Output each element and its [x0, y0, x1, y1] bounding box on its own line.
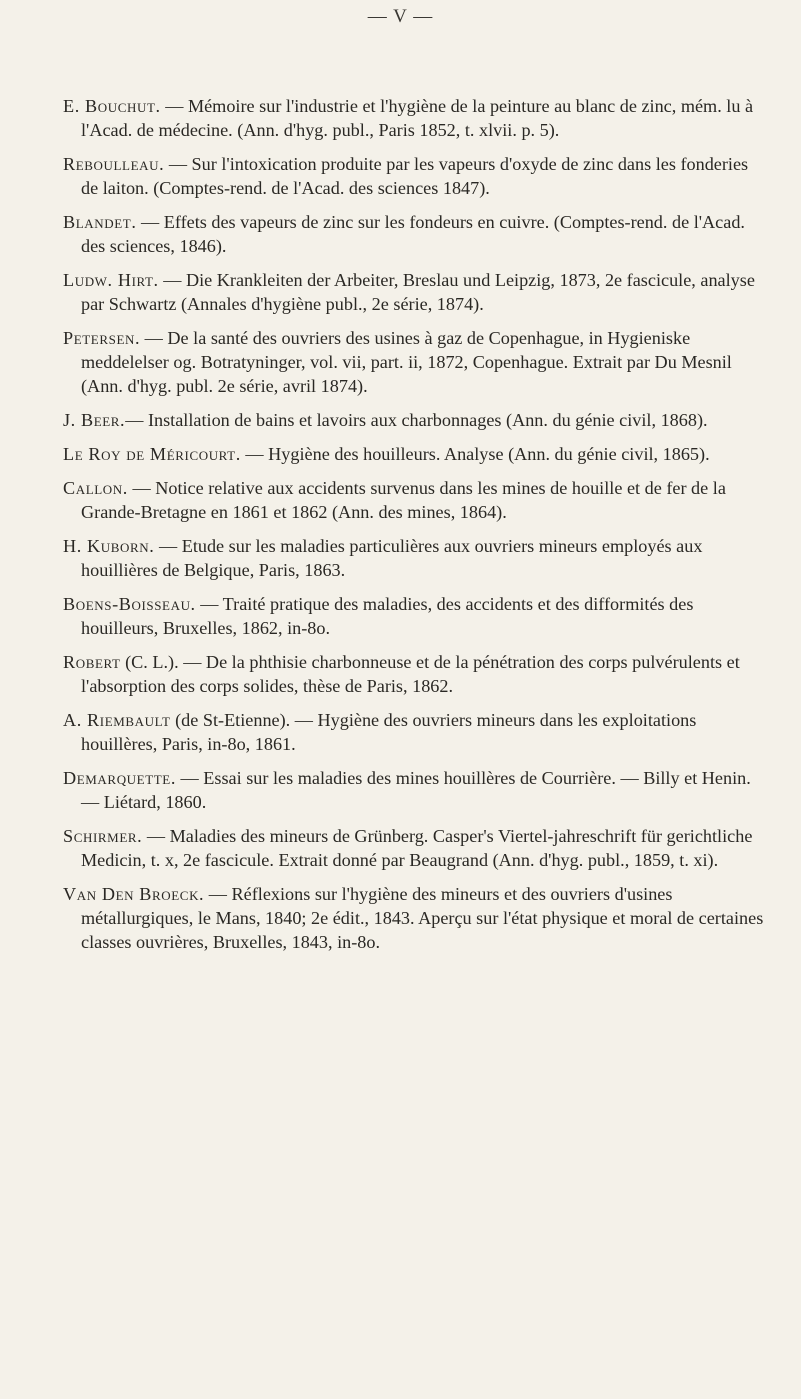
reference-item [63, 476, 768, 524]
reference-author: J. Beer. [63, 410, 126, 430]
reference-text: — Maladies des mineurs de Grünberg. Casper's Viertel-jahreschrift für gerichtliche Medicin, t. x, 2e fascicule. Extrait donné par Beaugrand (Ann. d'hyg. publ., 1859, t. xi). [81, 826, 753, 870]
reference-author: Callon. [63, 478, 128, 498]
reference-text: — Etude sur les maladies particulières aux ouvriers mineurs employés aux houillières de Belgique, Paris, 1863. [81, 536, 703, 580]
reference-item [63, 592, 768, 640]
reference-text: — Effets des vapeurs de zinc sur les fondeurs en cuivre. (Comptes-rend. de l'Acad. des sciences, 1846). [81, 212, 745, 256]
reference-text: — Traité pratique des maladies, des accidents et des difformités des houilleurs, Bruxelles, 1862, in-8o. [81, 594, 694, 638]
reference-author: Blandet. [63, 212, 137, 232]
reference-text: (de St-Etienne). — Hygiène des ouvriers mineurs dans les exploitations houillères, Paris, in-8o, 1861. [81, 710, 697, 754]
reference-author: Petersen. [63, 328, 141, 348]
reference-item [63, 326, 768, 398]
reference-text: — Essai sur les maladies des mines houillères de Courrière. — Billy et Henin. — Liétard, 1860. [81, 768, 751, 812]
reference-item [63, 650, 768, 698]
reference-author: E. Bouchut. [63, 96, 161, 116]
reference-item [63, 408, 768, 432]
reference-item [63, 824, 768, 872]
reference-author: Van Den Broeck. [63, 884, 205, 904]
reference-item [63, 442, 768, 466]
reference-author: Le Roy de Méricourt. [63, 444, 241, 464]
reference-author: A. Riembault [63, 710, 171, 730]
reference-list [63, 94, 768, 964]
reference-author: Robert [63, 652, 121, 672]
reference-author: H. Kuborn. [63, 536, 155, 556]
reference-text: — Installation de bains et lavoirs aux charbonnages (Ann. du génie civil, 1868). [125, 410, 708, 430]
reference-text: — Sur l'intoxication produite par les vapeurs d'oxyde de zinc dans les fonderies de laiton. (Comptes-rend. de l'Acad. des sciences 1847). [81, 154, 749, 198]
reference-item [63, 152, 768, 200]
reference-text: — Mémoire sur l'industrie et l'hygiène de la peinture au blanc de zinc, mém. lu à l'Acad. de médecine. (Ann. d'hyg. publ., Paris 1852, t. xlvii. p. 5). [81, 96, 754, 140]
reference-author: Schirmer. [63, 826, 143, 846]
reference-text: — Hygiène des houilleurs. Analyse (Ann. du génie civil, 1865). [240, 444, 710, 464]
reference-author: Boens-Boisseau. [63, 594, 196, 614]
reference-author: Demarquette. [63, 768, 176, 788]
reference-text: — De la santé des ouvriers des usines à gaz de Copenhague, in Hygieniske meddelelser og. Botratyninger, vol. vii, part. ii, 1872, Copenhague. Extrait par Du Mesnil (Ann. d'hyg. publ. 2e série, avril 1874). [81, 328, 732, 396]
reference-author: Reboulleau. [63, 154, 165, 174]
reference-item [63, 210, 768, 258]
reference-item [63, 708, 768, 756]
reference-author: Ludw. Hirt. [63, 270, 159, 290]
reference-item [63, 534, 768, 582]
reference-text: — Notice relative aux accidents survenus dans les mines de houille et de fer de la Grande-Bretagne en 1861 et 1862 (Ann. des mines, 1864). [81, 478, 726, 522]
reference-item [63, 268, 768, 316]
reference-text: — Die Krankleiten der Arbeiter, Breslau und Leipzig, 1873, 2e fascicule, analyse par Schwartz (Annales d'hygiène publ., 2e série, 1874). [81, 270, 755, 314]
reference-text: — Réflexions sur l'hygiène des mineurs et des ouvriers d'usines métallurgiques, le Mans, 1840; 2e édit., 1843. Aperçu sur l'état physique et moral de certaines classes ouvrières, Bruxelles, 1843, in-8o. [81, 884, 764, 952]
reference-text: (C. L.). — De la phthisie charbonneuse et de la pénétration des corps pulvérulents et l'absorption des corps solides, thèse de Paris, 1862. [81, 652, 740, 696]
page-number: — V — [367, 6, 434, 27]
reference-item [63, 94, 768, 142]
reference-item [63, 766, 768, 814]
reference-item [63, 882, 768, 954]
